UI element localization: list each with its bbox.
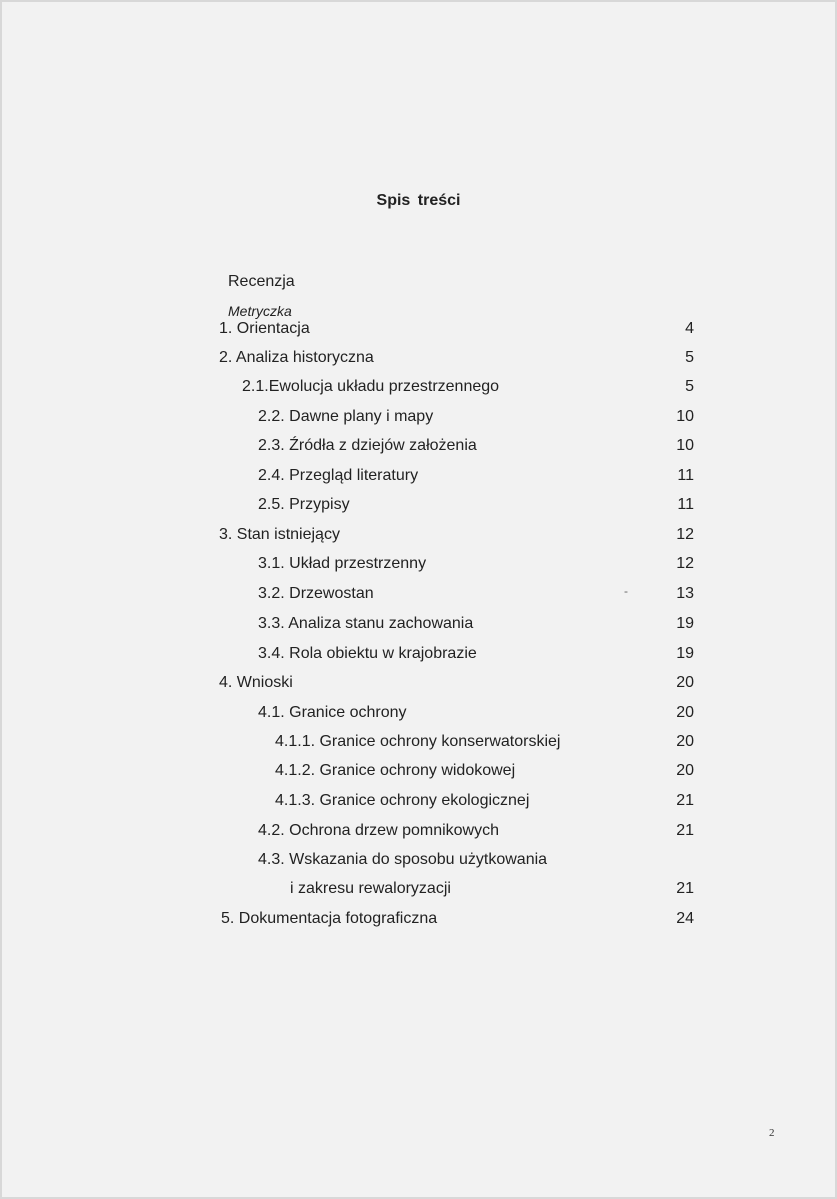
toc-page-number: 20 <box>676 704 694 721</box>
page-number: 2 <box>769 1127 775 1139</box>
toc-entry: 2.4. Przegląd literatury <box>258 467 419 484</box>
toc-entry: i zakresu rewaloryzacji <box>290 880 451 897</box>
toc-entry: 2.3. Źródła z dziejów założenia <box>258 437 477 454</box>
toc-page-number: 5 <box>685 349 694 366</box>
toc-entry: 3. Stan istniejący <box>219 526 340 543</box>
toc-page-number: 20 <box>676 674 694 691</box>
toc-entry: 4.1. Granice ochrony <box>258 704 407 721</box>
toc-entry: 4. Wnioski <box>219 674 293 691</box>
toc-entry: 4.1.3. Granice ochrony ekologicznej <box>275 792 530 809</box>
toc-entry: 1. Orientacja <box>219 320 310 337</box>
toc-entry: 4.1.2. Granice ochrony widokowej <box>275 762 516 779</box>
toc-entry: 3.3. Analiza stanu zachowania <box>258 615 474 632</box>
toc-page-number: 13 <box>676 585 694 602</box>
toc-page-number: 21 <box>676 792 694 809</box>
toc-entry: 4.2. Ochrona drzew pomnikowych <box>258 822 499 839</box>
toc-page-number: 12 <box>676 526 694 543</box>
toc-page-number: 19 <box>676 645 694 662</box>
toc-entry: 2.5. Przypisy <box>258 496 350 513</box>
toc-page-number: 20 <box>676 762 694 779</box>
toc-page-number: 11 <box>677 467 694 484</box>
toc-entry: 3.1. Układ przestrzenny <box>258 555 427 572</box>
toc-entry-recenzja: Recenzja <box>228 273 295 290</box>
stray-dash-mark: - <box>624 584 628 598</box>
toc-entry: 3.2. Drzewostan <box>258 585 374 602</box>
toc-page-number: 19 <box>676 615 694 632</box>
toc-entry-metryczka: Metryczka <box>228 303 292 319</box>
toc-entry: 2.1.Ewolucja układu przestrzennego <box>242 378 500 395</box>
toc-page-number: 5 <box>685 378 694 395</box>
toc-entry: 4.3. Wskazania do sposobu użytkowania <box>258 851 548 868</box>
toc-entry: 4.1.1. Granice ochrony konserwatorskiej <box>275 733 561 750</box>
toc-page-number: 24 <box>676 910 694 927</box>
toc-entry: 2. Analiza historyczna <box>219 349 374 366</box>
toc-entry: 3.4. Rola obiektu w krajobrazie <box>258 645 477 662</box>
toc-page-number: 12 <box>676 555 694 572</box>
toc-entry: 2.2. Dawne plany i mapy <box>258 408 434 425</box>
toc-page-number: 20 <box>676 733 694 750</box>
toc-page-number: 10 <box>676 408 694 425</box>
toc-page-number: 21 <box>676 822 694 839</box>
toc-page-number: 4 <box>685 320 694 337</box>
toc-page-number: 21 <box>676 880 694 897</box>
toc-page-number: 10 <box>676 437 694 454</box>
toc-title: Spis treści <box>376 192 461 209</box>
toc-entry: 5. Dokumentacja fotograficzna <box>221 910 438 927</box>
toc-page-number: 11 <box>677 496 694 513</box>
